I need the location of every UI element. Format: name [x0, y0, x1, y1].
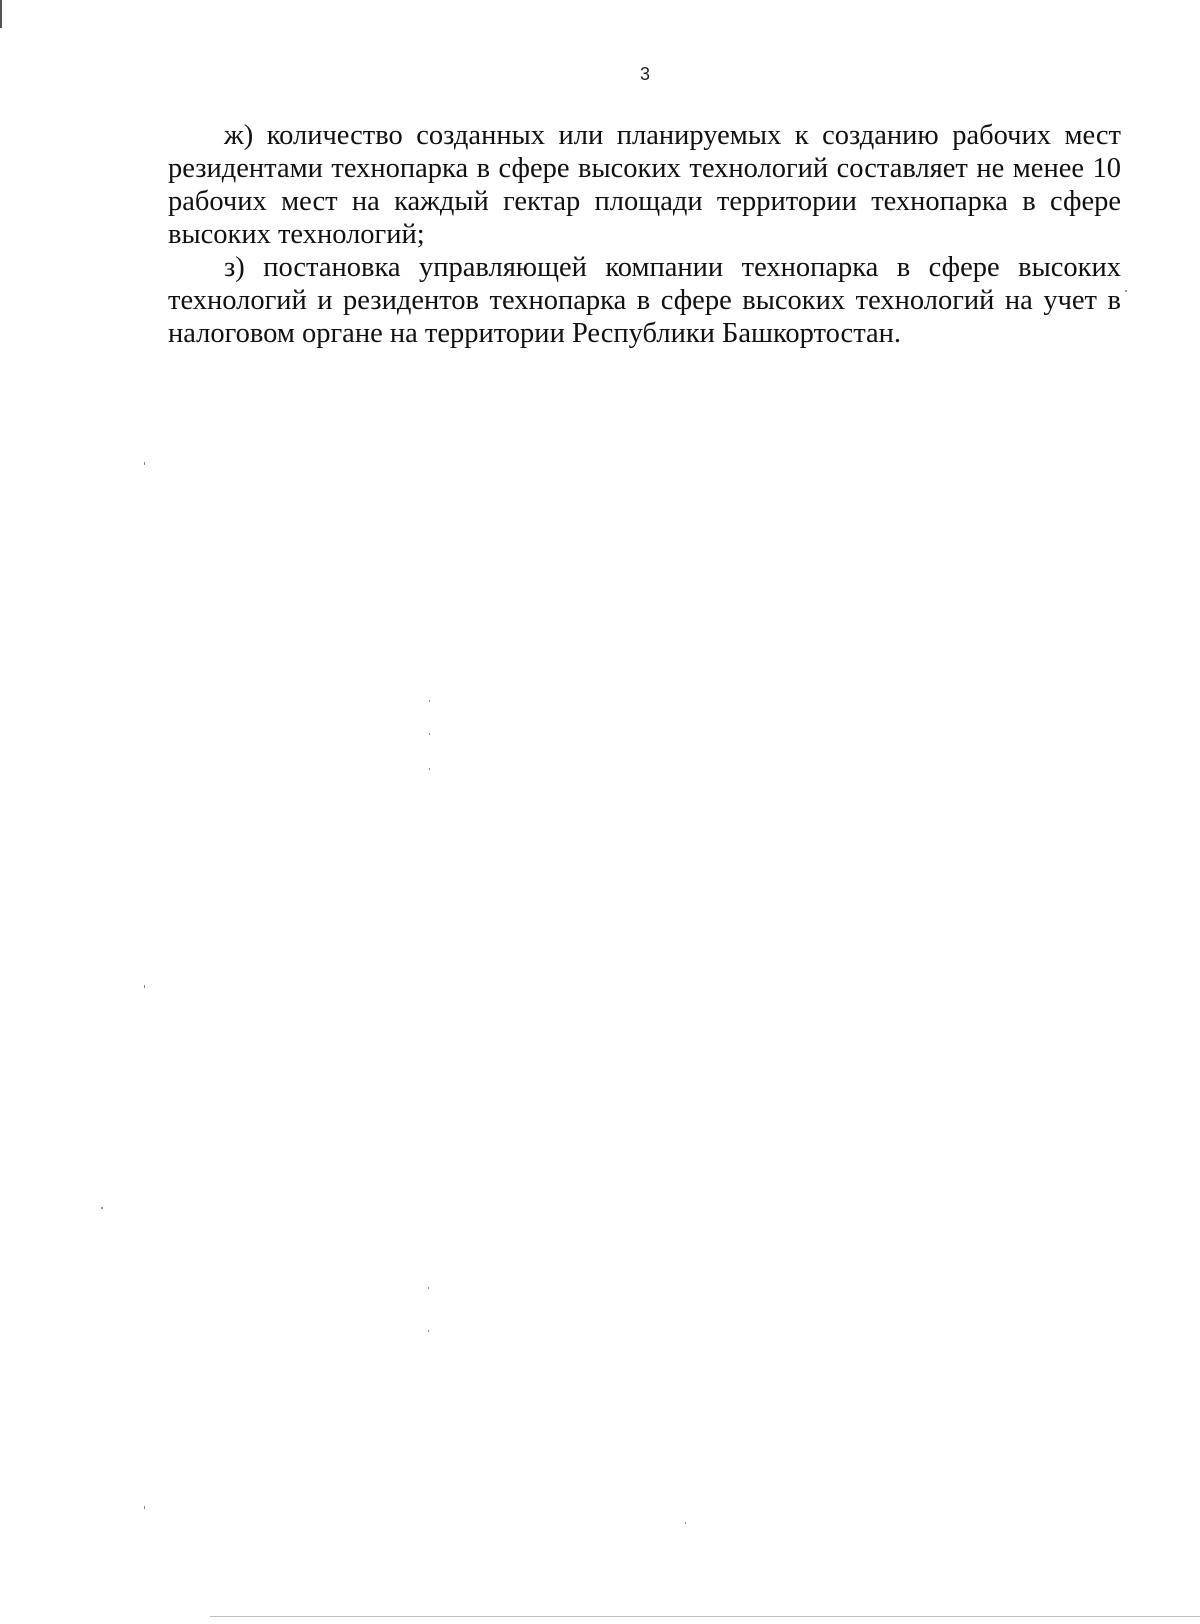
- scan-speck: [1125, 290, 1127, 292]
- paragraph-z: з) постановка управляющей компании технопарка в сфере высоких технологий и резидентов технопарка в сфере высоких технологий на учет в налоговом органе на территории Республики Башкортостан.: [168, 252, 1121, 349]
- scan-edge-mark: [0, 0, 2, 28]
- scan-speck: [429, 700, 430, 702]
- scan-bottom-edge: [210, 1616, 1200, 1617]
- paragraph-zh: ж) количество созданных или планируемых к созданию рабочих мест резидентами технопарка в сфере высоких технологий составляет не менее 10 рабочих мест на каждый гектар площади территории технопарка в сфере высоких технологий;: [168, 120, 1121, 250]
- scan-speck: [428, 1287, 429, 1289]
- scan-speck: [144, 462, 145, 465]
- scan-speck: [429, 768, 430, 770]
- scan-speck: [144, 1506, 145, 1509]
- scan-speck: [144, 985, 145, 988]
- page-number: 3: [639, 64, 650, 84]
- scan-speck: [429, 733, 430, 735]
- scan-speck: [101, 1207, 103, 1209]
- document-body: [168, 119, 1121, 350]
- scan-speck: [428, 1330, 429, 1332]
- scan-speck: [685, 1522, 686, 1524]
